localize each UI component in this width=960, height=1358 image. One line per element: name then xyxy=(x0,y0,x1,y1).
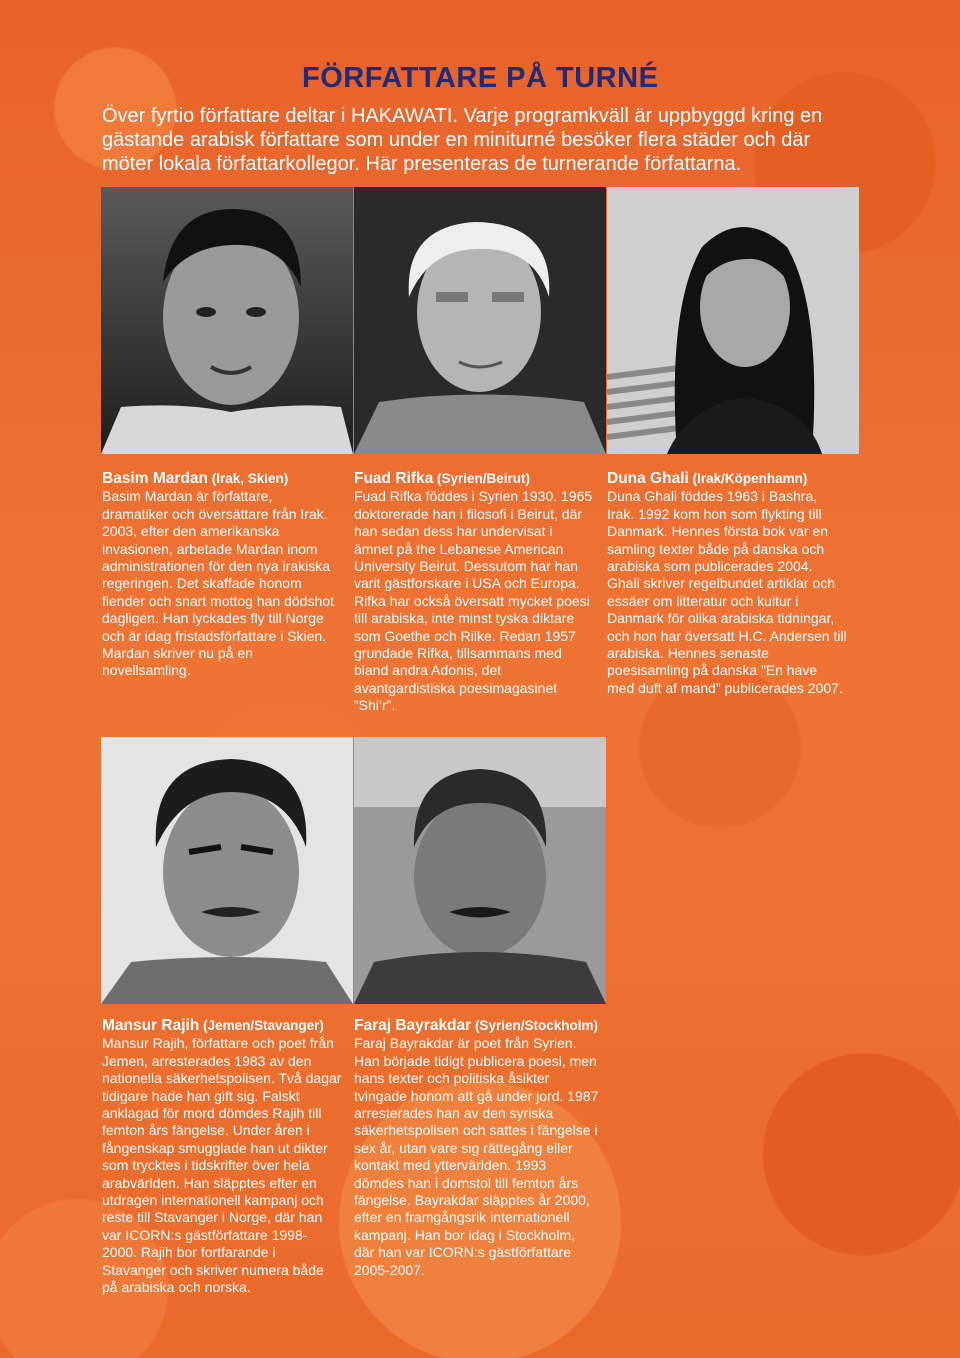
author-location: (Syrien/Beirut) xyxy=(433,471,531,486)
author-location: (Jemen/Stavanger) xyxy=(199,1018,324,1033)
author-bio-text: Fuad Rifka föddes i Syrien 1930. 1965 doktorerade han i filosofi i Beirut, där han sedan dess har undervisat i ämnet på the Lebanese American University Beirut. Dessutom har han varit gästforskare i USA och Europa. Rifka har också översatt mycket poesi till arabiska, inte minst tyska diktare som Goethe och Rilke. Redan 1957 grundade Rifka, tillsammans med bland andra Adonis, det avantgardistiska poesimagasinet ”Shi’r”. xyxy=(354,488,593,714)
author-photo-duna-ghali xyxy=(607,187,859,454)
author-name: Duna Ghali xyxy=(607,470,689,487)
author-bio-basim-mardan xyxy=(102,470,342,680)
author-photo-fuad-rifka xyxy=(354,187,606,454)
author-bio-text: Duna Ghali föddes 1963 i Bashra, Irak. 1992 kom hon som flykting till Danmark. Hennes första bok var en samling texter både på danska och arabiska som publicerades 2004. Ghali skriver regelbundet artiklar och essäer om litteratur och kultur i Danmark för olika arabiska tidningar, och hon har översatt H.C. Andersen till arabiska. Hennes senaste poesisamling på danska ”En have med duft af mand” publicerades 2007. xyxy=(607,488,847,696)
author-bio-text: Mansur Rajih, författare och poet från Jemen, arresterades 1983 av den nationella säkerhetspolisen. Två dagar tidigare hade han gift sig. Falskt anklagad för mord dömdes Rajih till femton års fängelse. Under åren i fångenskap smugglade han ut dikter som trycktes i tidskrifter över hela arabvärlden. Han släpptes efter en utdragen internationell kampanj och reste till Stavanger i Norge, där han var ICORN:s gästförfattare 1998-2000. Rajih bor fortfarande i Stavanger och skriver numera både på arabiska och norska. xyxy=(102,1035,342,1296)
author-bio-mansur-rajih xyxy=(102,1017,342,1297)
author-name: Basim Mardan xyxy=(102,470,208,487)
author-photo-mansur-rajih xyxy=(101,737,353,1004)
author-bio-fuad-rifka xyxy=(354,470,594,715)
intro-text: Över fyrtio författare deltar i HAKAWATI. Varje programkväll är uppbyggd kring en gästande arabisk författare som under en miniturné besöker flera städer och där möter lokala författarkollegor. Här presenteras de turnerande författarna. xyxy=(102,105,823,175)
page-title: FÖRFATTARE PÅ TURNÉ xyxy=(302,62,659,94)
author-bio-faraj-bayrakdar xyxy=(354,1017,599,1279)
author-bio-duna-ghali xyxy=(607,470,847,697)
author-photo-faraj-bayrakdar xyxy=(354,737,606,1004)
author-location: (Irak, Skien) xyxy=(207,471,289,486)
author-photo-basim-mardan xyxy=(101,187,353,454)
author-name: Faraj Bayrakdar xyxy=(354,1017,472,1034)
author-name: Fuad Rifka xyxy=(354,470,434,487)
author-location: (Syrien/Stockholm) xyxy=(471,1018,598,1033)
author-name: Mansur Rajih xyxy=(102,1017,200,1034)
author-bio-text: Faraj Bayrakdar är poet från Syrien. Han började tidigt publicera poesi, men hans texter och politiska åsikter tvingade honom att gå under jord. 1987 arresterades han av den syriska säkerhetspolisen och sattes i fängelse i sex år, utan vare sig rättegång eller kontakt med yttervärlden. 1993 dömdes han i domstol till femton års fängelse. Bayrakdar släpptes år 2000, efter en framgångsrik internationell kampanj. Han bor idag i Stockholm, där han var ICORN:s gästförfattare 2005-2007. xyxy=(354,1035,599,1278)
author-location: (Irak/Köpenhamn) xyxy=(688,471,808,486)
author-bio-text: Basim Mardan är författare, dramatiker och översättare från Irak. 2003, efter den amerikanska invasionen, arbetade Mardan inom administrationen för den nya irakiska regeringen. Det skaffade honom fiender och snart mottog han dödshot dagligen. Han lyckades fly till Norge och är idag fristadsförfattare i Skien. Mardan skriver nu på en novellsamling. xyxy=(102,488,334,679)
